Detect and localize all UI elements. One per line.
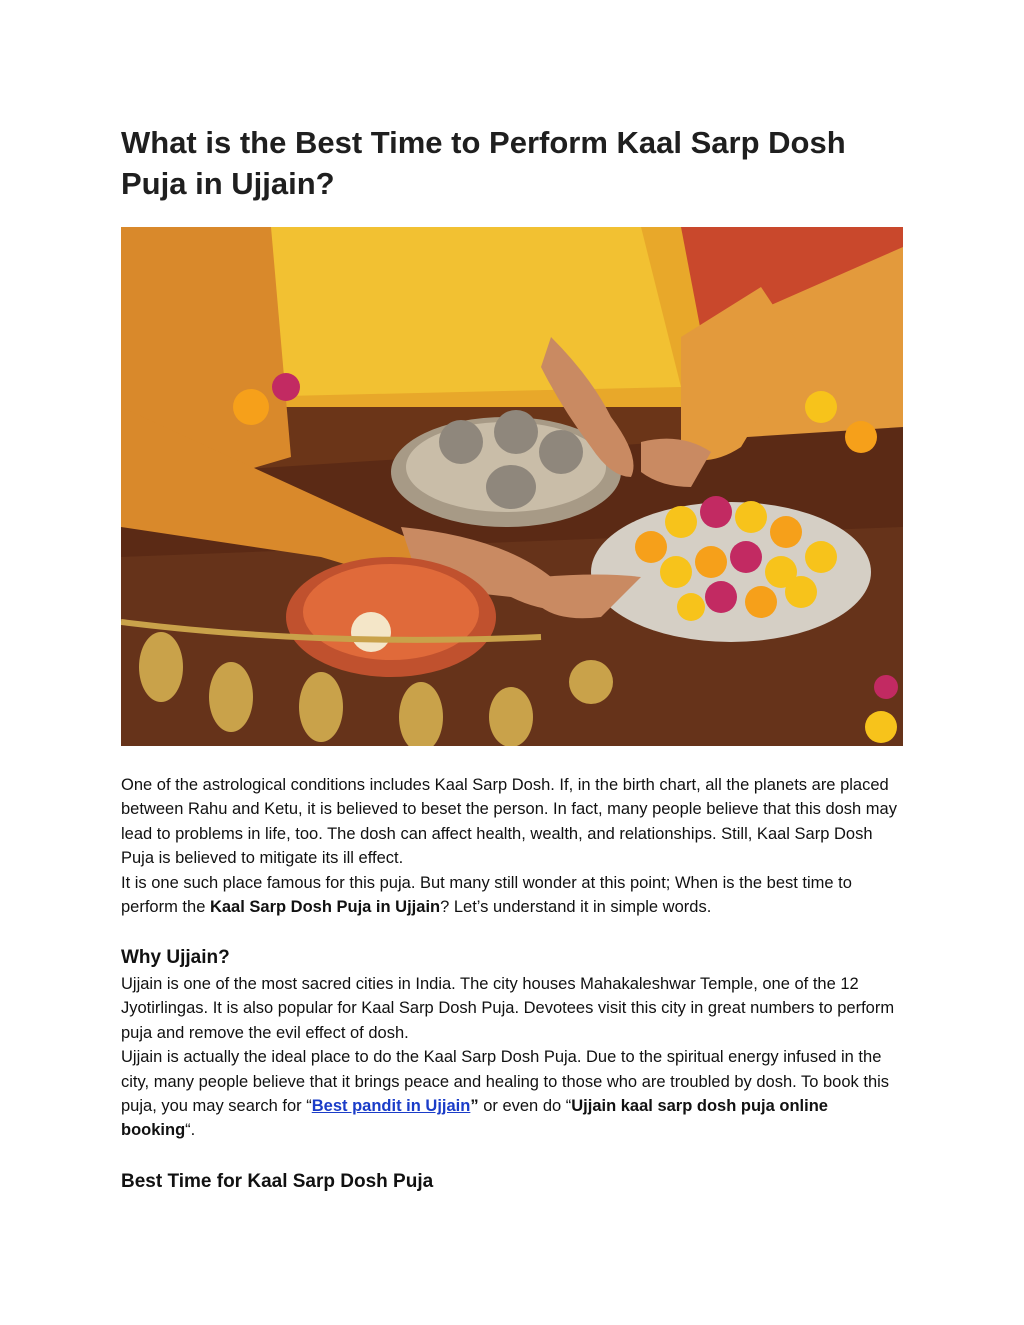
page-title: What is the Best Time to Perform Kaal Sarp Dosh Puja in Ujjain? — [121, 125, 846, 201]
heading-why-ujjain: Why Ujjain? — [121, 947, 230, 968]
why-text-4: “. — [185, 1121, 196, 1140]
puja-photo — [121, 227, 903, 746]
best-pandit-link[interactable]: Best pandit in Ujjain — [311, 1097, 471, 1116]
intro-text: One of the astrological conditions includes Kaal Sarp Dosh. If, in the birth chart, all the planets are placed between Rahu and Ketu, it is believed to beset the person. In fact, many people believe that this dosh may lead to problems in life, too. The dosh can affect health, wealth, and relationships. Still, Kaal Sarp Dosh Puja is believed to mitigate its ill effect. — [121, 776, 897, 868]
intro-text-2: It is one such place famous for this puja. But many still wonder at this point; When is the best time to perform the — [121, 873, 852, 917]
why-text-2: Ujjain is actually the ideal place to do the Kaal Sarp Dosh Puja. Due to the spiritual energy infused in the city, many people believe that it brings peace and healing to those who are troubled by dosh. To book this puja, you may search for “ — [121, 1048, 890, 1116]
heading-best-time: Best Time for Kaal Sarp Dosh Puja — [121, 1171, 434, 1192]
why-text: Ujjain is one of the most sacred cities in India. The city houses Mahakaleshwar Temple, one of the 12 Jyotirlingas. It is also popular for Kaal Sarp Dosh Puja. Devotees visit this city in great numbers to perform puja and remove the evil effect of dosh. — [121, 975, 895, 1042]
why-paragraph — [121, 972, 906, 1143]
intro-text-3: ? Let’s understand it in simple words. — [440, 898, 712, 917]
intro-paragraph — [121, 773, 906, 919]
intro-bold: Kaal Sarp Dosh Puja in Ujjain — [209, 898, 441, 917]
booking-bold: Ujjain kaal sarp dosh puja online booking — [121, 1097, 828, 1140]
why-text-3: or even do “ — [478, 1097, 572, 1116]
quote-close: ” — [470, 1097, 479, 1116]
